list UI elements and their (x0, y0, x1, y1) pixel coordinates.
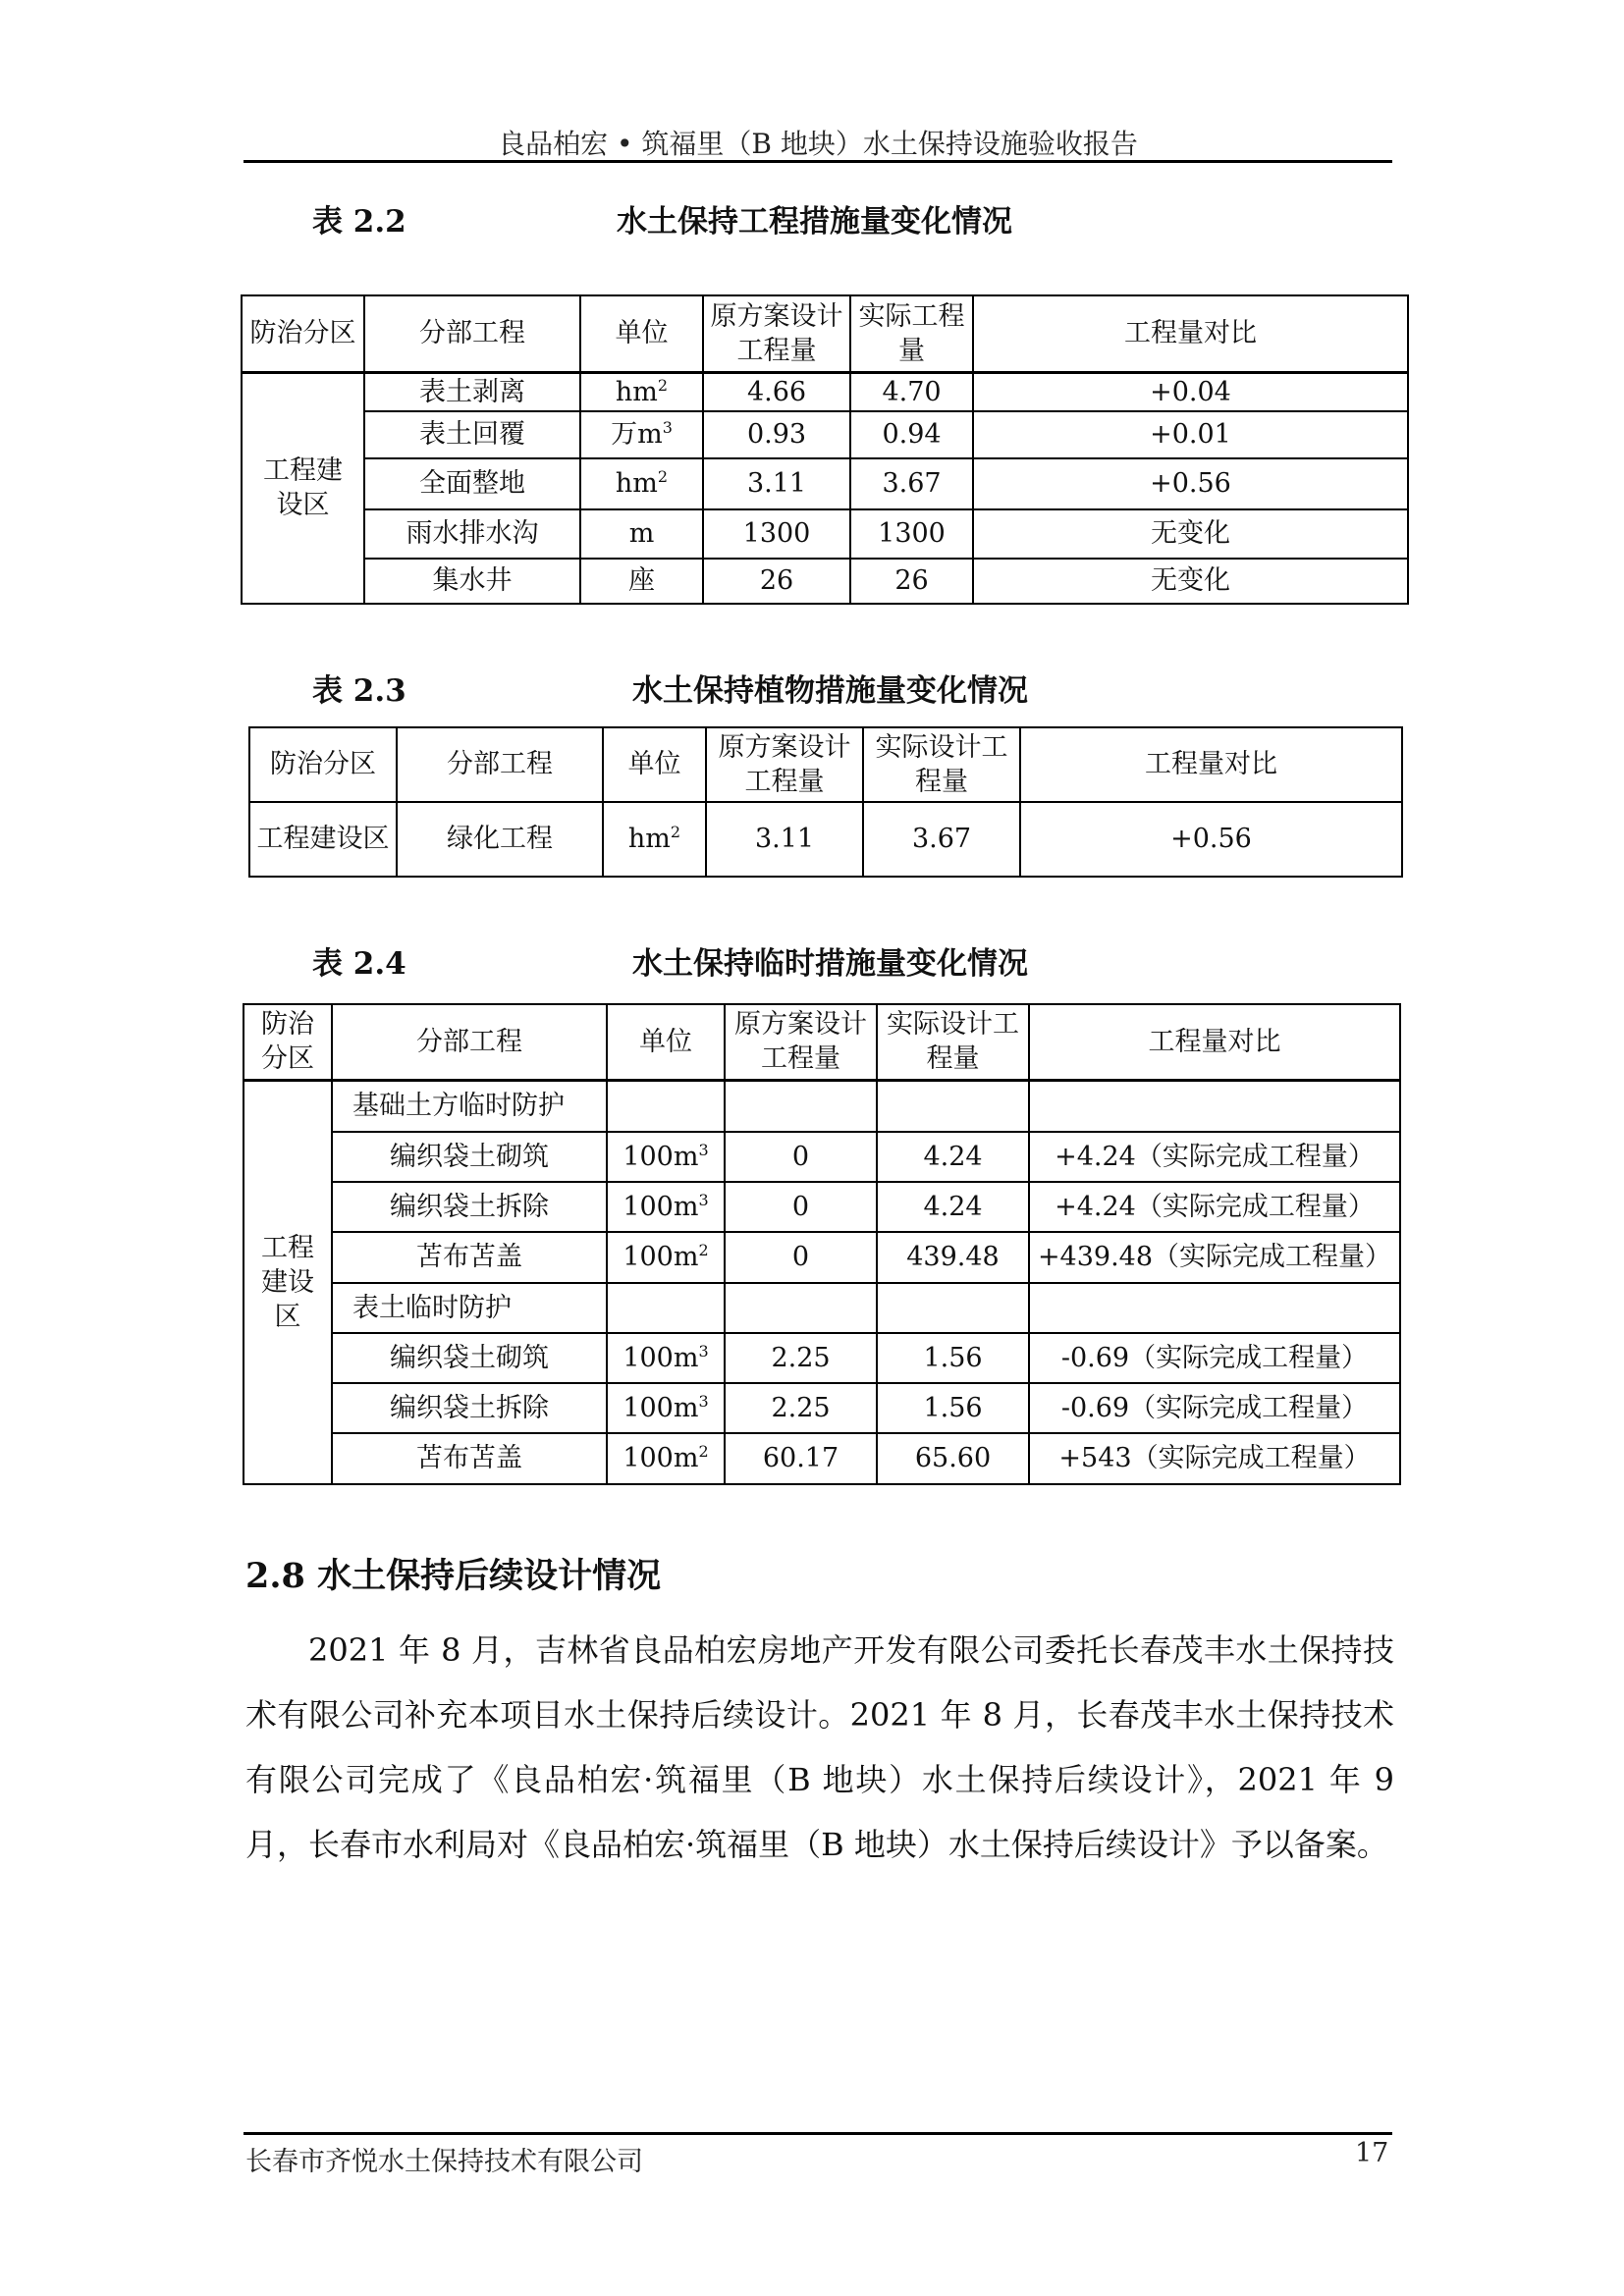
table-label: 表 2.2 (312, 204, 406, 240)
header-unit: 单位 (607, 1004, 725, 1080)
table-2-3-caption (312, 666, 1028, 710)
table-title: 水土保持临时措施量变化情况 (632, 946, 1028, 982)
table-2-4 (243, 1003, 1401, 1485)
cell-planned: 0 (725, 1132, 877, 1182)
unit-superscript: 2 (657, 375, 669, 395)
cell-actual: 1.56 (877, 1383, 1029, 1433)
cell-item: 编织袋土拆除 (332, 1182, 607, 1232)
table-2-4-caption (312, 938, 1028, 983)
cell-planned: 0.93 (703, 411, 850, 458)
cell-actual: 65.60 (877, 1433, 1029, 1484)
header-zone: 防治分区 (244, 1004, 332, 1080)
unit-text: 100m (623, 1443, 699, 1474)
cell-actual: 1300 (850, 509, 973, 559)
table-row (244, 1232, 1400, 1283)
cell-planned: 60.17 (725, 1433, 877, 1484)
table-row (244, 1132, 1400, 1182)
header-item: 分部工程 (397, 727, 603, 802)
header-planned: 原方案设计工程量 (725, 1004, 877, 1080)
table-row (244, 1283, 1400, 1333)
cell-unit (607, 1182, 725, 1232)
header-unit: 单位 (603, 727, 706, 802)
cell-diff: +4.24（实际完成工程量） (1029, 1182, 1400, 1232)
cell-planned: 2.25 (725, 1333, 877, 1383)
cell-planned: 26 (703, 559, 850, 604)
cell-actual (877, 1080, 1029, 1132)
table-row (244, 1333, 1400, 1383)
table-row (242, 559, 1408, 604)
cell-unit (603, 802, 706, 877)
cell-actual: 3.67 (850, 458, 973, 509)
cell-item: 苫布苫盖 (332, 1433, 607, 1484)
cell-diff: 无变化 (973, 559, 1408, 604)
cell-item: 编织袋土砌筑 (332, 1132, 607, 1182)
cell-planned: 1300 (703, 509, 850, 559)
table-row (242, 411, 1408, 458)
unit-superscript: 3 (698, 1391, 709, 1411)
unit-superscript: 2 (657, 467, 669, 487)
section-paragraph: 2021 年 8 月，吉林省良品柏宏房地产开发有限公司委托长春茂丰水土保持技术有限公司补充本项目水土保持后续设计。2021 年 8 月，长春茂丰水土保持技术有限公司完成了《良品柏宏·筑福里（B 地块）水土保持后续设计》，2021 年 9 月，长春市水利局对《良品柏宏·筑福里（B 地块）水土保持后续设计》予以备案。 (245, 1631, 1394, 1863)
cell-actual: 3.67 (863, 802, 1020, 877)
cell-diff: +0.56 (1020, 802, 1402, 877)
cell-diff (1029, 1283, 1400, 1333)
cell-zone: 工程建设区 (249, 802, 397, 877)
table-header-row (242, 295, 1408, 372)
header-diff: 工程量对比 (973, 295, 1408, 372)
table-header-row (244, 1004, 1400, 1080)
cell-planned: 0 (725, 1182, 877, 1232)
cell-unit (607, 1232, 725, 1283)
table-row (244, 1182, 1400, 1232)
cell-actual: 0.94 (850, 411, 973, 458)
cell-item: 基础土方临时防护 (332, 1080, 607, 1132)
cell-item: 编织袋土拆除 (332, 1383, 607, 1433)
unit-text: 100m (623, 1141, 699, 1172)
cell-item: 集水井 (364, 559, 580, 604)
cell-planned: 3.11 (703, 458, 850, 509)
header-planned: 原方案设计工程量 (703, 295, 850, 372)
header-diff: 工程量对比 (1020, 727, 1402, 802)
cell-diff: +0.01 (973, 411, 1408, 458)
cell-unit (580, 372, 703, 411)
cell-unit (607, 1283, 725, 1333)
cell-zone: 工程建设区 (242, 372, 364, 604)
header-item: 分部工程 (332, 1004, 607, 1080)
cell-actual: 439.48 (877, 1232, 1029, 1283)
unit-text: 100m (623, 1392, 699, 1423)
section-heading: 2.8 水土保持后续设计情况 (245, 1556, 662, 1596)
unit-superscript: 2 (670, 823, 681, 842)
unit-superscript: 3 (698, 1341, 709, 1361)
cell-unit (580, 411, 703, 458)
unit-text: hm (615, 468, 658, 500)
cell-unit (580, 509, 703, 559)
unit-text: hm (627, 824, 671, 855)
cell-actual: 4.24 (877, 1182, 1029, 1232)
cell-item: 表土回覆 (364, 411, 580, 458)
cell-actual: 4.24 (877, 1132, 1029, 1182)
unit-text: 万m (611, 419, 663, 451)
cell-zone: 工程建设区 (244, 1080, 332, 1484)
header-planned: 原方案设计工程量 (706, 727, 863, 802)
table-row (242, 372, 1408, 411)
unit-text: 座 (628, 565, 655, 597)
cell-item: 表土剥离 (364, 372, 580, 411)
table-label: 表 2.3 (312, 673, 406, 709)
table-row (242, 458, 1408, 509)
cell-actual (877, 1283, 1029, 1333)
unit-superscript: 3 (698, 1140, 709, 1159)
cell-diff: +439.48（实际完成工程量） (1029, 1232, 1400, 1283)
page-number: 17 (1355, 2138, 1389, 2168)
cell-diff (1029, 1080, 1400, 1132)
cell-actual: 26 (850, 559, 973, 604)
header-diff: 工程量对比 (1029, 1004, 1400, 1080)
table-row (244, 1080, 1400, 1132)
unit-superscript: 2 (698, 1241, 709, 1260)
header-actual: 实际设计工程量 (863, 727, 1020, 802)
cell-diff: -0.69（实际完成工程量） (1029, 1333, 1400, 1383)
unit-text: 100m (623, 1342, 699, 1373)
cell-item: 雨水排水沟 (364, 509, 580, 559)
table-title: 水土保持植物措施量变化情况 (632, 673, 1028, 709)
unit-superscript: 3 (662, 418, 673, 438)
cell-unit (607, 1080, 725, 1132)
table-label: 表 2.4 (312, 946, 406, 982)
cell-diff: +4.24（实际完成工程量） (1029, 1132, 1400, 1182)
cell-diff: +0.56 (973, 458, 1408, 509)
cell-unit (607, 1383, 725, 1433)
cell-item: 苫布苫盖 (332, 1232, 607, 1283)
table-row (244, 1383, 1400, 1433)
table-header-row (249, 727, 1402, 802)
table-2-2 (241, 294, 1409, 605)
cell-actual: 1.56 (877, 1333, 1029, 1383)
cell-planned: 2.25 (725, 1383, 877, 1433)
unit-superscript: 3 (698, 1190, 709, 1209)
header-zone: 防治分区 (249, 727, 397, 802)
cell-planned: 3.11 (706, 802, 863, 877)
cell-unit (607, 1433, 725, 1484)
header-item: 分部工程 (364, 295, 580, 372)
footer-company: 长春市齐悦水土保持技术有限公司 (245, 2147, 643, 2177)
cell-item: 表土临时防护 (332, 1283, 607, 1333)
cell-planned (725, 1283, 877, 1333)
table-2-3 (248, 726, 1403, 878)
cell-actual: 4.70 (850, 372, 973, 411)
cell-unit (580, 559, 703, 604)
table-row (249, 802, 1402, 877)
footer-rule (244, 2132, 1392, 2135)
cell-unit (607, 1333, 725, 1383)
cell-unit (607, 1132, 725, 1182)
cell-diff: -0.69（实际完成工程量） (1029, 1383, 1400, 1433)
header-rule (244, 160, 1392, 163)
table-title: 水土保持工程措施量变化情况 (617, 204, 1012, 240)
header-actual: 实际设计工程量 (877, 1004, 1029, 1080)
cell-diff: +543（实际完成工程量） (1029, 1433, 1400, 1484)
unit-superscript: 2 (698, 1442, 709, 1462)
unit-text: 100m (623, 1242, 699, 1273)
cell-unit (580, 458, 703, 509)
header-unit: 单位 (580, 295, 703, 372)
cell-planned (725, 1080, 877, 1132)
unit-text: 100m (623, 1191, 699, 1222)
cell-item: 全面整地 (364, 458, 580, 509)
cell-planned: 4.66 (703, 372, 850, 411)
header-zone: 防治分区 (242, 295, 364, 372)
cell-diff: +0.04 (973, 372, 1408, 411)
cell-item: 绿化工程 (397, 802, 603, 877)
table-row (244, 1433, 1400, 1484)
cell-diff: 无变化 (973, 509, 1408, 559)
table-2-2-caption (312, 196, 1012, 240)
unit-text: hm (615, 376, 658, 407)
cell-planned: 0 (725, 1232, 877, 1283)
running-header: 良品柏宏 • 筑福里（B 地块）水土保持设施验收报告 (498, 128, 1138, 160)
table-row (242, 509, 1408, 559)
cell-item: 编织袋土砌筑 (332, 1333, 607, 1383)
unit-text: m (628, 518, 655, 550)
header-actual: 实际工程量 (850, 295, 973, 372)
